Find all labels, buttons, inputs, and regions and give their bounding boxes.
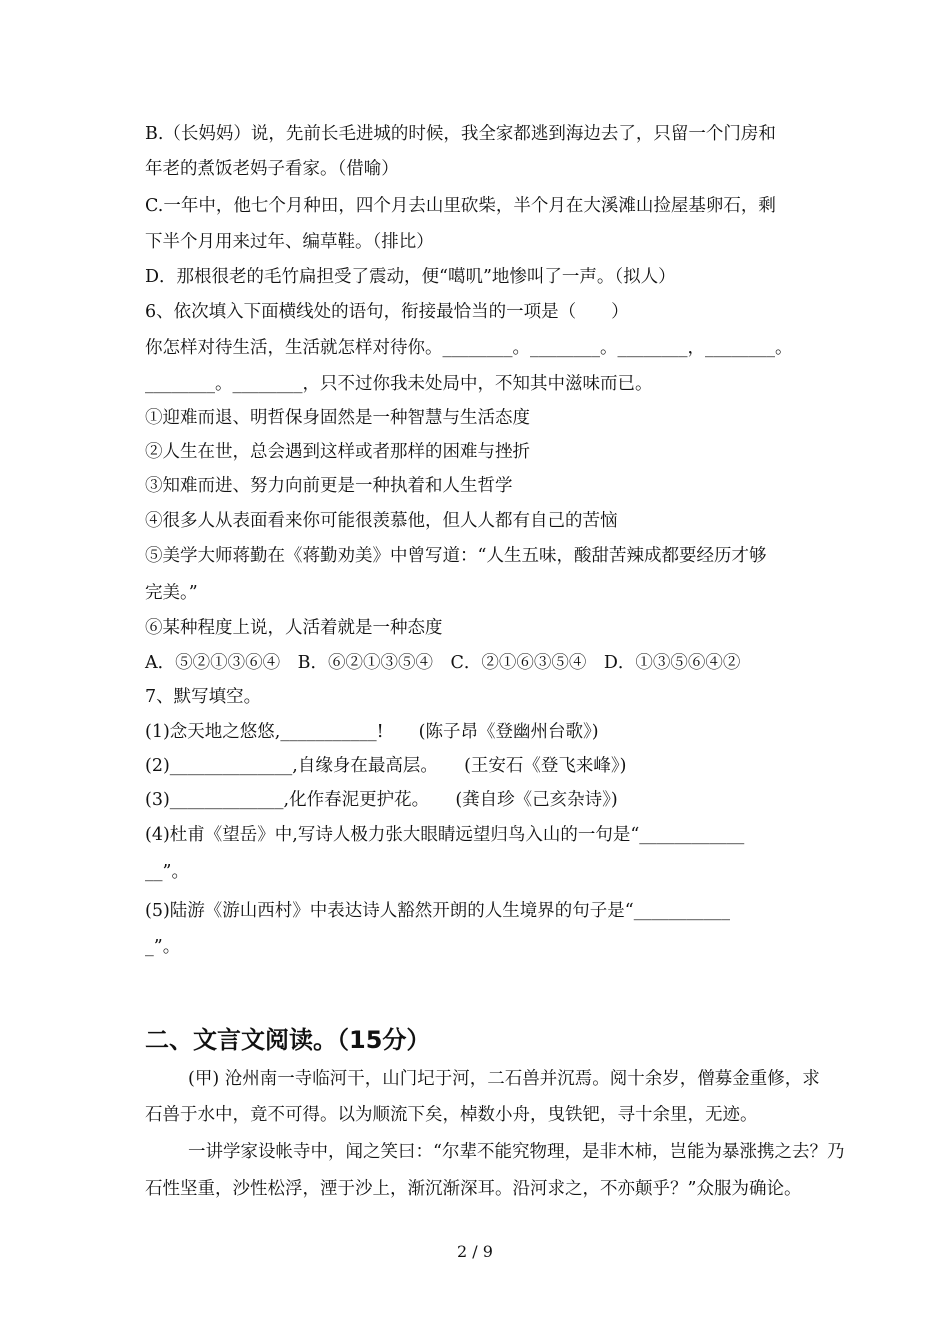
q6-item: ⑤美学大师蒋勤在《蒋勤劝美》中曾写道：“人生五味，酸甜苦辣成都要经历才够: [145, 546, 767, 566]
q7-item: _”。: [145, 937, 181, 957]
q7-stem: 7、默写填空。: [145, 687, 262, 707]
q7-item: (4)杜甫《望岳》中,写诗人极力张大眼睛远望归鸟入山的一句是“____________: [145, 825, 745, 845]
passage-paragraph-1-line1: (甲) 沧州南一寺临河干，山门圮于河，二石兽并沉焉。阅十余岁，僧募金重修，求: [188, 1069, 820, 1089]
q6-item: 完美。”: [145, 583, 198, 603]
q6-item: ⑥某种程度上说，人活着就是一种态度: [145, 618, 443, 638]
passage-paragraph-2-line2: 石性坚重，沙性松浮，湮于沙上，渐沉渐深耳。沿河求之，不亦颠乎？”众服为确论。: [145, 1179, 802, 1199]
q6-text-line1: 你怎样对待生活，生活就怎样对待你。________。________。________，________。: [145, 338, 793, 358]
q7-item: (2)______________,自缘身在最高层。 (王安石《登飞来峰》): [145, 756, 627, 776]
q5-option-b-line2: 年老的煮饭老妈子看家。（借喻）: [145, 159, 399, 179]
q5-option-c-line1: C.一年中，他七个月种田，四个月去山里砍柴，半个月在大溪滩山捡屋基卵石，剩: [145, 196, 776, 216]
q6-text-line2: ________。________，只不过你我未处局中，不知其中滋味而已。: [145, 374, 653, 394]
q5-option-c-line2: 下半个月用来过年、编草鞋。（排比）: [145, 232, 434, 252]
q7-item: __”。: [145, 862, 189, 882]
q6-item: ③知难而进、努力向前更是一种执着和人生哲学: [145, 476, 513, 496]
q6-item: ②人生在世，总会遇到这样或者那样的困难与挫折: [145, 442, 530, 462]
q6-item: ④很多人从表面看来你可能很羡慕他，但人人都有自己的苦恼: [145, 511, 618, 531]
page-number: 2 / 9: [457, 1242, 493, 1261]
q7-item: (1)念天地之悠悠,___________! (陈子昂《登幽州台歌》): [145, 722, 599, 742]
q7-item: (5)陆游《游山西村》中表达诗人豁然开朗的人生境界的句子是“___________: [145, 901, 730, 921]
q5-option-d: D．那根很老的毛竹扁担受了震动，便“噶叽”地惨叫了一声。（拟人）: [145, 267, 676, 287]
passage-paragraph-2-line1: 一讲学家设帐寺中，闻之笑曰：“尔辈不能究物理，是非木柿，岂能为暴涨携之去？乃: [188, 1142, 845, 1162]
q5-option-b-line1: B.（长妈妈）说，先前长毛进城的时候，我全家都逃到海边去了，只留一个门房和: [145, 124, 776, 144]
q6-stem: 6、依次填入下面横线处的语句，衔接最恰当的一项是（ ）: [145, 302, 629, 322]
q6-item: ①迎难而退、明哲保身固然是一种智慧与生活态度: [145, 408, 530, 428]
passage-paragraph-1-line2: 石兽于水中，竟不可得。以为顺流下矣，棹数小舟，曳铁钯，寻十余里，无迹。: [145, 1105, 758, 1125]
q6-choices: A．⑤②①③⑥④ B．⑥②①③⑤④ C．②①⑥③⑤④ D．①③⑤⑥④②: [145, 653, 741, 673]
q7-item: (3)_____________,化作春泥更护花。 (龚自珍《己亥杂诗》): [145, 790, 618, 810]
section-heading: 二、文言文阅读。（15分）: [145, 1026, 431, 1054]
